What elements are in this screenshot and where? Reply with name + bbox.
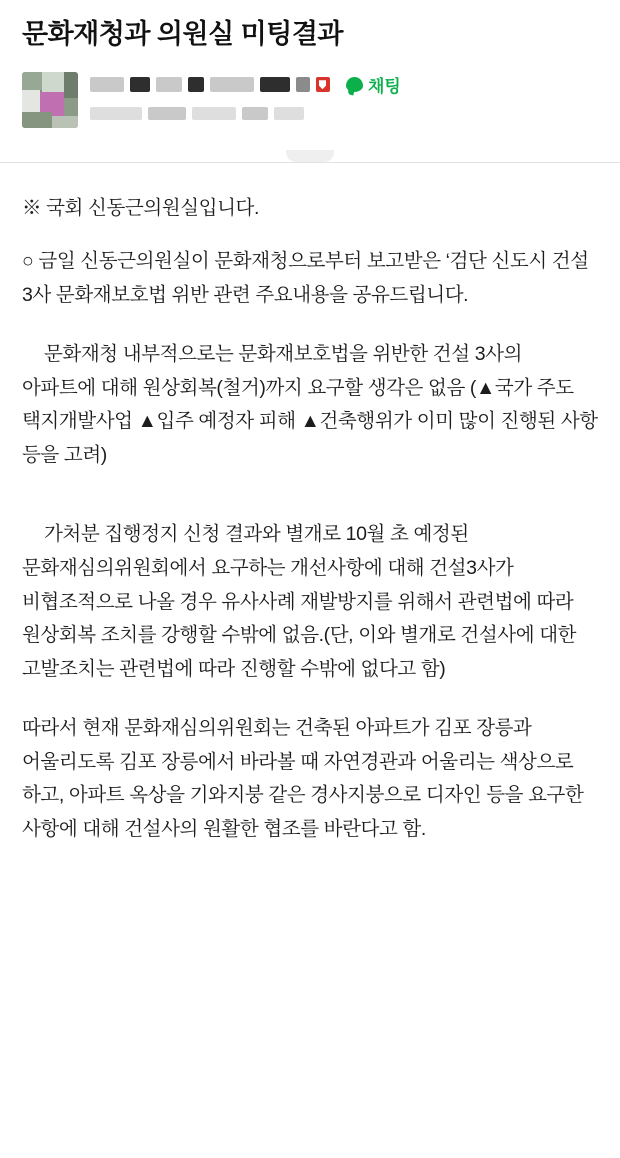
redaction-block <box>242 107 268 120</box>
bookmark-icon <box>316 77 330 92</box>
paragraph-summary: ○ 금일 신동근의원실이 문화재청으로부터 보고받은 ‘검단 신도시 건설 3사 문화재보호법 위반 관련 주요내용을 공유드립니다. <box>22 250 589 306</box>
paragraph-internal-position: 문화재청 내부적으로는 문화재보호법을 위반한 건설 3사의 아파트에 대해 원상회복(철거)까지 요구할 생각은 없음 (▲국가 주도 택지개발사업 ▲입주 예정자 피해 ▲건축행위가 이미 많이 진행된 사항 등을 고려) <box>22 343 598 466</box>
page-title: 문화재청과 의원실 미팅결과 <box>22 19 343 49</box>
chat-bubble-icon <box>346 77 363 92</box>
paragraph-committee-request: 따라서 현재 문화재심의위원회는 건축된 아파트가 김포 장릉과 어울리도록 김포 장릉에서 바라볼 때 자연경관과 어울리는 색상으로 하고, 아파트 옥상을 기와지붕 같은 경사지붕으로 디자인 등을 요구한 사항에 대해 건설사의 원활한 협조를 바란다고 함. <box>22 717 584 840</box>
redaction-block <box>148 107 186 120</box>
redaction-block <box>274 107 304 120</box>
redaction-block <box>192 107 236 120</box>
divider-line <box>0 162 620 163</box>
paragraph-notice: ※ 국회 신동근의원실입니다. <box>22 196 259 219</box>
paragraph-injunction: 가처분 집행정지 신청 결과와 별개로 10월 초 예정된 문화재심의위원회에서 요구하는 개선사항에 대해 건설3사가 비협조적으로 나올 경우 유사사례 재발방지를 위해서 관련법에 따라 원상회복 조치를 강행할 수밖에 없음.(단, 이와 별개로 건설사에 대한 고발조치는 관련법에 따라 진행할 수밖에 없다고 함) <box>22 523 577 680</box>
redaction-block <box>90 107 142 120</box>
document-body <box>0 178 620 875</box>
author-name-redacted <box>90 74 598 96</box>
redaction-block <box>296 77 310 92</box>
redaction-block <box>90 77 124 92</box>
redaction-block <box>260 77 290 92</box>
redaction-block <box>130 77 150 92</box>
chat-badge[interactable] <box>346 72 401 97</box>
redaction-block <box>156 77 182 92</box>
author-meta-row <box>0 58 620 128</box>
collapse-handle[interactable] <box>286 150 334 162</box>
avatar <box>22 72 78 128</box>
redaction-block <box>210 77 254 92</box>
author-info <box>90 72 598 123</box>
chat-badge-label: 채팅 <box>368 77 401 97</box>
redaction-block <box>188 77 204 92</box>
title-block <box>0 0 620 58</box>
header-divider <box>0 150 620 178</box>
author-subinfo-redacted <box>90 105 598 123</box>
